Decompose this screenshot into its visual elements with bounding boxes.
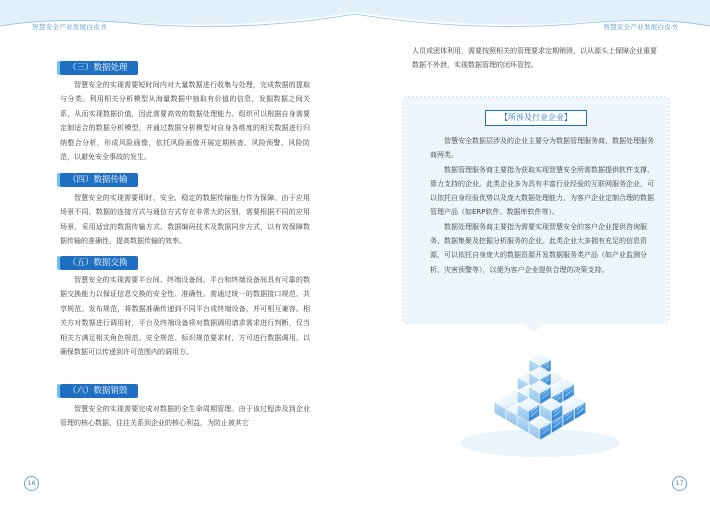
page-number: 16 bbox=[24, 476, 39, 491]
header-wave-decoration bbox=[355, 0, 710, 40]
paragraph: 智慧安全数据层涉及的企业主要分为数据管理服务商、数据处理服务商两类。 bbox=[430, 137, 654, 160]
section-tag-data-processing: （三）数据处理 bbox=[60, 61, 138, 75]
paragraph: 智慧安全的实现需要完成对数据的全生命周期管理。由于该过程涉及到企业管理的核心数据，往往关系到企业的核心利益，为防止被其它 bbox=[60, 405, 310, 428]
paragraph: 人员或团体利用，需要按照相关的管理要求定期销毁，以从源头上保障企业重要数据不外泄，实现数据管理的闭环管控。 bbox=[412, 47, 657, 70]
section-tag-data-exchange: （五）数据交换 bbox=[60, 256, 138, 270]
continuation-text bbox=[412, 44, 662, 73]
paragraph: 智慧安全的实现需要短时间内对大量数据进行收集与处理，完成数据的提取与分类。利用相关分析模型从海量数据中抽取有价值的信息，发掘数据之间关系，从而实现数据价值，因此需要高效的数据处理能力。组织可以根据自身需要定制适合的数据分析模型，并通过数据分析模型对自身各维度的相关数据进行归纳整合分析，形成风险画像，依托风险画像开展定期核查、风险预警、风险防范，以避免安全事故的发生。 bbox=[60, 81, 310, 162]
left-page-header bbox=[0, 0, 355, 40]
panel-body bbox=[430, 134, 655, 277]
section-text-data-transmission bbox=[60, 191, 310, 249]
section-text-data-exchange bbox=[60, 273, 310, 359]
section-text-data-destruction bbox=[60, 402, 310, 431]
section-text-data-processing bbox=[60, 78, 310, 164]
header-title: 智慧安全产业发展白皮书 bbox=[603, 23, 678, 31]
paragraph: 数据管理服务商主要指为获取实现智慧安全所需数据提供软件支撑、算力支持的企业。此类企业多为具有丰富行业经验的互联网服务企业，可以依托自身经验优势以及庞大数据处理能力，为客户企业定制合理的数据管理产品（如ERP软件、数据库软件等）。 bbox=[430, 165, 654, 217]
panel-title: 【所涉及行业企业】 bbox=[485, 110, 587, 126]
panel-pointer bbox=[522, 322, 546, 332]
right-page-header bbox=[355, 0, 710, 40]
section-tag-data-transmission: （四）数据传输 bbox=[60, 173, 138, 187]
section-tag-data-destruction: （六）数据销毁 bbox=[60, 384, 138, 398]
paragraph: 智慧安全的实现需要平台间、终端设备间、平台和终端设备间具有可靠的数据交换能力以保证信息交换的安全性、准确性。需通过统一的数据接口规范、共享规范、发布规范，将数据准确传递到不同平台或终端设备，并可相互兼容。相关方对数据进行调用时，平台及终端设备将对数据调用请求需求进行判断，仅当相关方满足相关角色规范、安全规范、标识规范要求时，方可进行数据调用，以确保数据可以传递到许可范围内的调用方。 bbox=[60, 276, 310, 357]
server-cube-grid-icon bbox=[440, 335, 640, 460]
page-number: 17 bbox=[672, 476, 687, 491]
paragraph: 智慧安全的实现需要即时、安全、稳定的数据传输能力作为保障。由于应用场景不同，数据的连接方式与通信方式存在非常大的区别，需要根据不同的应用场景，采用适宜的数据传输方式、数据编码技术及数据同步方式，以有效保障数据传输的准确性、提高数据传输的效率。 bbox=[60, 194, 310, 246]
paragraph: 数据处理服务商主要指为需要实现智慧安全的客户企业提供咨询服务、数据集聚及挖掘分析服务的企业。此类企业大多拥有充足的信息资源，可以依托自身庞大的数据资源开发数据服务类产品（如产业监测分析、灾害预警等），以便为客户企业提供合理的决策支持。 bbox=[430, 222, 647, 274]
header-title: 智慧安全产业发展白皮书 bbox=[32, 23, 107, 31]
header-wave-decoration bbox=[0, 0, 355, 40]
